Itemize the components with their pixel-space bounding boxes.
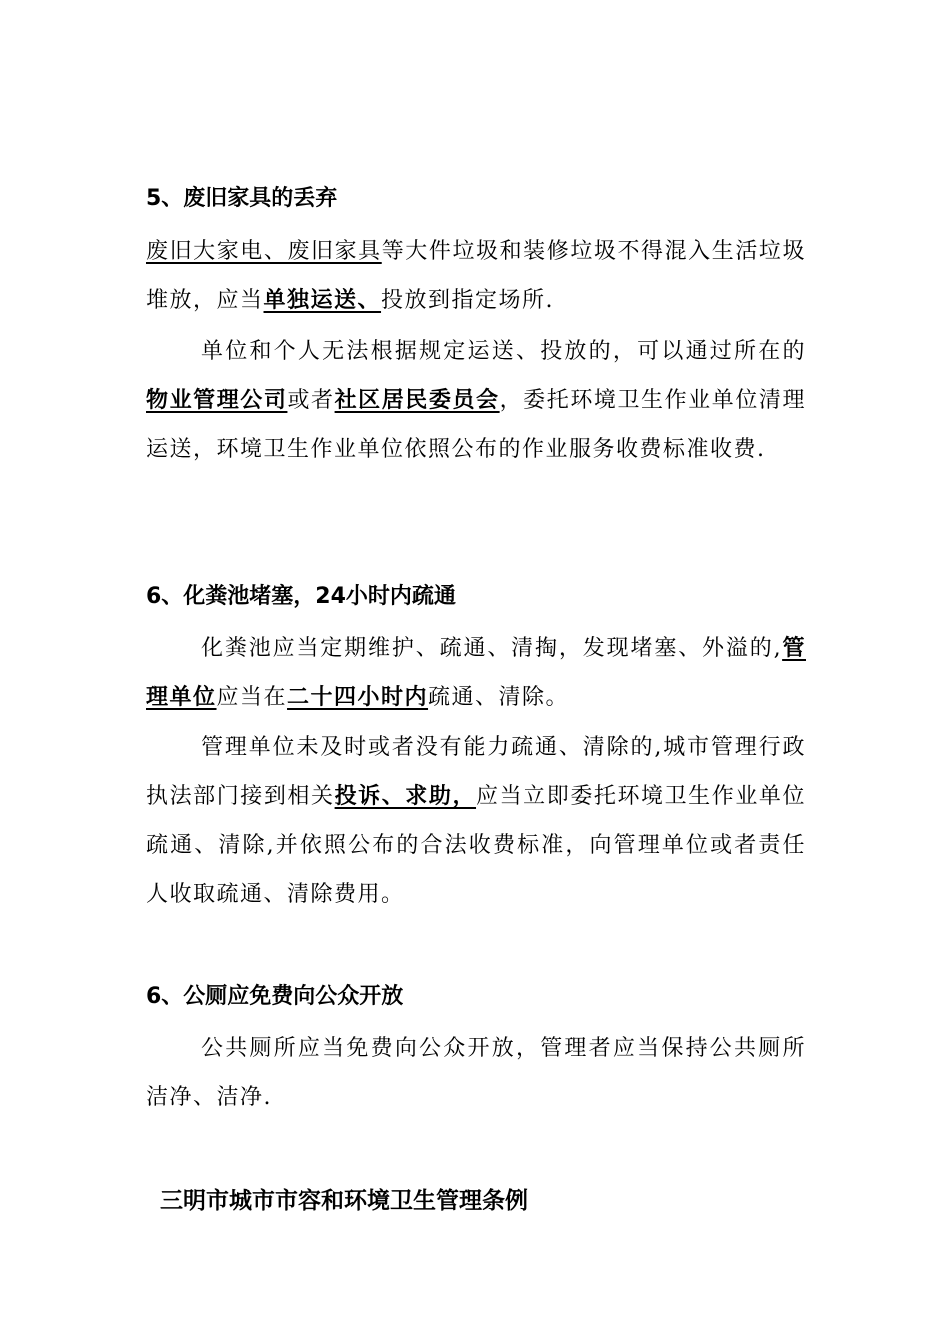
underlined-term: 废旧大家电、废旧家具 (146, 239, 382, 264)
paragraph-text: ，委托环境卫生作业单位清理运送，环境卫生作业单位依照公布的作业服务收费标准收费. (146, 388, 806, 462)
underlined-term: 管理单位 (146, 635, 806, 710)
section-6b-paragraph-1: 公共厕所应当免费向公众开放，管理者应当保持公共厕所洁净、洁净. (146, 1036, 806, 1110)
paragraph-text: 应当立即委托环境卫生作业单位疏通、清除,并依照公布的合法收费标准，向管理单位或者责任人收取疏通、清除费用。 (146, 784, 806, 907)
underlined-term: 物业管理公司 (146, 387, 288, 413)
section-6b-heading: 6、公厕应免费向公众开放 (146, 984, 404, 1009)
section-6-paragraph-1 (146, 624, 806, 722)
paragraph-text: 单位和个人无法根据规定运送、投放的，可以通过所在的 (201, 339, 806, 364)
paragraph-text: 投放到指定场所. (381, 288, 555, 313)
paragraph-text: 管理单位未及时或者没有能力疏通、清除的,城市管理行政执法部门接到相关 (146, 735, 806, 809)
section-6-paragraph-2 (146, 723, 806, 919)
paragraph-text: 应当在 (216, 685, 288, 710)
section-5-paragraph-1 (146, 227, 806, 325)
underlined-term: 二十四小时内 (287, 684, 429, 710)
paragraph-text: 或者 (287, 388, 335, 413)
underlined-term: 社区居民委员会 (334, 387, 500, 413)
section-5-heading: 5、废旧家具的丢弃 (146, 186, 338, 211)
paragraph-text: 化粪池应当定期维护、疏通、清掏，发现堵塞、外溢的, (201, 636, 783, 661)
paragraph-text: 疏通、清除。 (428, 685, 570, 710)
underlined-term: 单独运送、 (263, 287, 382, 313)
section-6-heading: 6、化粪池堵塞，24小时内疏通 (146, 584, 456, 609)
section-5-paragraph-2 (146, 327, 806, 474)
document-title: 三明市城市市容和环境卫生管理条例 (160, 1188, 528, 1214)
underlined-term: 投诉、求助， (334, 783, 477, 809)
paragraph-text: 等大件垃圾和装修垃圾不得混入生活垃圾堆放，应当 (146, 239, 806, 313)
